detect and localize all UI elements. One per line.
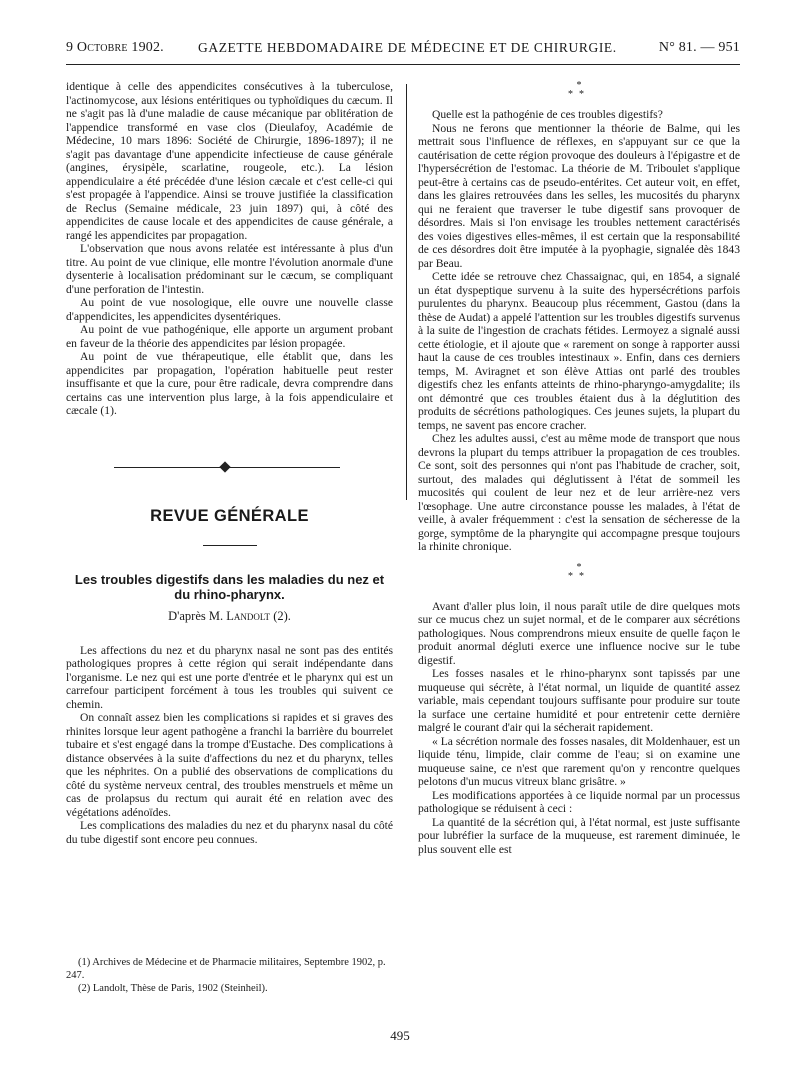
column-divider: [406, 84, 407, 500]
section-title: REVUE GÉNÉRALE: [150, 506, 309, 525]
ornament-diamond: [219, 461, 230, 472]
right-paragraph-6: Les fosses nasales et le rhino-pharynx sont tapissés par une muqueuse qui sécrète, à l'état normal, un liquide de quantité assez variable, mais cependant toujours suffisante pour produire sur toute la surface une certaine humidité et pour entretenir cette dernière malgré le courant d'air qui la sécherait rapidement.: [418, 667, 740, 734]
header-journal-title: GAZETTE HEBDOMADAIRE DE MÉDECINE ET DE CHIRURGIE.: [198, 40, 617, 55]
left-paragraph-6: Les affections du nez et du pharynx nasal ne sont pas des entités pathologiques propres à cette région qui serait indépendante dans l'organisme. Le nez qui est une porte d'entrée et le pharynx qui est un carrefour participent forcément à tous les troubles qui suivent ce chemin.: [66, 643, 393, 711]
byline-prefix: D'après M.: [168, 609, 224, 623]
running-header: [66, 40, 740, 62]
footnote-2: (2) Landolt, Thèse de Paris, 1902 (Steinheil).: [78, 983, 268, 994]
right-paragraph-9: La quantité de la sécrétion qui, à l'état normal, est juste suffisante pour lubréfier la surface de la muqueuse, est rarement diminuée, le plus souvent elle est: [418, 815, 740, 856]
asterism-1: * **: [568, 80, 590, 100]
section-ornament: [66, 460, 393, 476]
byline-author: Landolt: [226, 609, 271, 623]
left-paragraph-4: Au point de vue pathogénique, elle apporte un argument probant en faveur de la théorie des appendicites par lésion propagée.: [66, 323, 393, 350]
right-paragraph-2: Nous ne ferons que mentionner la théorie de Balme, qui les mettrait sous l'influence de réflexes, en s'appuyant sur ce que la cautérisation de cette région provoque des douleurs à l'épigastre et de l'hypersécrétion de l'estomac. La théorie de M. Triboulet s'applique peut-être à certains cas de pseudo-entérites. Cet auteur voit, en effet, dans les glaires retrouvées dans les selles, les mucosités du pharynx qui ne feraient que traverser le tube digestif sans provoquer de désordres. Mais si l'on envisage les troubles nettement caractérisés des voies digestives elles-mêmes, il est certain que la responsabilité de ces désordres doit être imputée à la pyophagie, signalée dès 1843 par Beau.: [418, 121, 740, 270]
page-folio: 495: [390, 1028, 410, 1043]
section-rule: [203, 545, 257, 546]
right-paragraph-4: Chez les adultes aussi, c'est au même mode de transport que nous devrons la plupart du temps attribuer la propagation de ces troubles. Ce sont, soit des personnes qui n'ont pas l'habitude de cracher, soit, surtout, des malades qui déglutissent à l'état de sommeil les mucosités qui coulent de leur nez et de leur arrière-nez vers l'œsophage. Une autre circonstance pousse les malades, à l'état de veille, à avaler fréquemment : c'est la sensation de sécheresse de la gorge, symptôme de la pharyngite qui accompagne presque toujours la rhinite chronique.: [418, 432, 740, 553]
left-paragraph-3: Au point de vue nosologique, elle ouvre une nouvelle classe d'appendicites, les appendicites dysentériques.: [66, 296, 393, 323]
right-column: [418, 80, 740, 856]
right-paragraph-8: Les modifications apportées à ce liquide normal par un processus pathologique se réduisent à ceci :: [418, 788, 740, 815]
footnotes: [66, 956, 393, 995]
header-rule: [66, 64, 740, 65]
header-date: 9 Octobre 1902.: [66, 40, 164, 55]
left-paragraph-1: identique à celle des appendicites consécutives à la tuberculose, l'actinomycose, aux lésions entéritiques ou typhoïdiques du cæcum. Il ne s'agit pas là d'une maladie de cause mécanique par oblitération de l'appendice transformé en vase clos (Dieulafoy, Académie de Médecine, 10 mars 1896: Société de Chirurgie, 1896-1897); il ne s'agit pas davantage d'une appendicite infectieuse de cause générale (angines, érysipèle, scarlatine, rougeole, etc.). La lésion appendiculaire a été précédée d'une lésion cæcale et c'est celle-ci qui s'est propagée à l'appendice. Ainsi se trouve justifiée la classification de Reclus (Semaine médicale, 23 juin 1897) qui, à côté des appendicites de cause locale et des appendicites de cause générale, a rangé les appendicites par propagation.: [66, 80, 393, 242]
left-paragraph-2: L'observation que nous avons relatée est intéressante à plus d'un titre. Au point de vue clinique, elle montre l'évolution anormale d'une dysenterie à localisation prédominant sur le cæcum, se compliquant d'une perforation de l'intestin.: [66, 242, 393, 296]
article-byline: [66, 610, 393, 624]
byline-note: (2).: [273, 609, 291, 623]
left-paragraph-8: Les complications des maladies du nez et du pharynx nasal du côté du tube digestif sont encore peu connues.: [66, 819, 393, 846]
left-paragraph-7: On connaît assez bien les complications si rapides et si graves des rhinites lorsque leur agent pathogène a franchi la barrière du bourrelet tubaire et s'est engagé dans la trompe d'Eustache. Des complications à distance observées à la suite d'affections du nez et du pharynx, telles que les néphrites. On a publié des observations de complications du côté du système nerveux central, des troubles menstruels et même un cas de prolapsus du rectum qui aurait été en relation avec des végétations adénoïdes.: [66, 711, 393, 819]
right-paragraph-7: « La sécrétion normale des fosses nasales, dit Moldenhauer, est un liquide ténu, limpide, clair comme de l'eau; si on examine une muqueuse saine, ce n'est que rarement qu'on y rencontre quelques pelotons d'un mucus vitreux blanc grisâtre. »: [418, 734, 740, 788]
left-paragraph-5: Au point de vue thérapeutique, elle établit que, dans les appendicites par propagation, l'opération habituelle peut rester insuffisante et que la cure, pour être radicale, devra comprendre dans certains cas une intervention plus large, à la fois appendiculaire et cæcale (1).: [66, 350, 393, 417]
header-issue-page: N° 81. — 951: [658, 40, 740, 55]
footnote-1: (1) Archives de Médecine et de Pharmacie militaires, Septembre 1902, p. 247.: [66, 957, 386, 981]
right-paragraph-3: Cette idée se retrouve chez Chassaignac, qui, en 1854, a signalé un état dyspeptique survenu à la suite des hypersécrétions parfois purulentes du pharynx. Beaucoup plus récemment, Gastou (dans la thèse de Audat) a appelé l'attention sur les troubles digestifs survenus à la suite de l'ingestion de crachats fétides. Lermoyez a signalé aussi cette étiologie, et il ajoute que « rarement on songe à rapporter aussi haut la cause de ces troubles intestinaux ». Enfin, dans ces derniers temps, M. Aviragnet et son élève Attias ont parlé des troubles digestifs chez les enfants atteints de rhino-pharyngo-amygdalite; ils ont démontré que ces troubles étaient dus à la déglutition des produits de sécrétions pathologiques. Ces jeunes sujets, la plupart du temps, ne savent pas encore cracher.: [418, 270, 740, 432]
article-title: Les troubles digestifs dans les maladies du nez et du rhino-pharynx.: [74, 572, 385, 602]
right-paragraph-1: Quelle est la pathogénie de ces troubles digestifs?: [432, 108, 663, 121]
asterism-2: * **: [568, 561, 590, 582]
right-paragraph-5: Avant d'aller plus loin, il nous paraît utile de dire quelques mots sur ce mucus chez un sujet normal, et de le comparer aux sécrétions pathologiques. Nous comprendrons mieux ensuite de quelle façon le produit anormal dégluti exerce une influence nocive sur le tube digestif.: [418, 599, 740, 667]
left-column: [66, 80, 393, 846]
